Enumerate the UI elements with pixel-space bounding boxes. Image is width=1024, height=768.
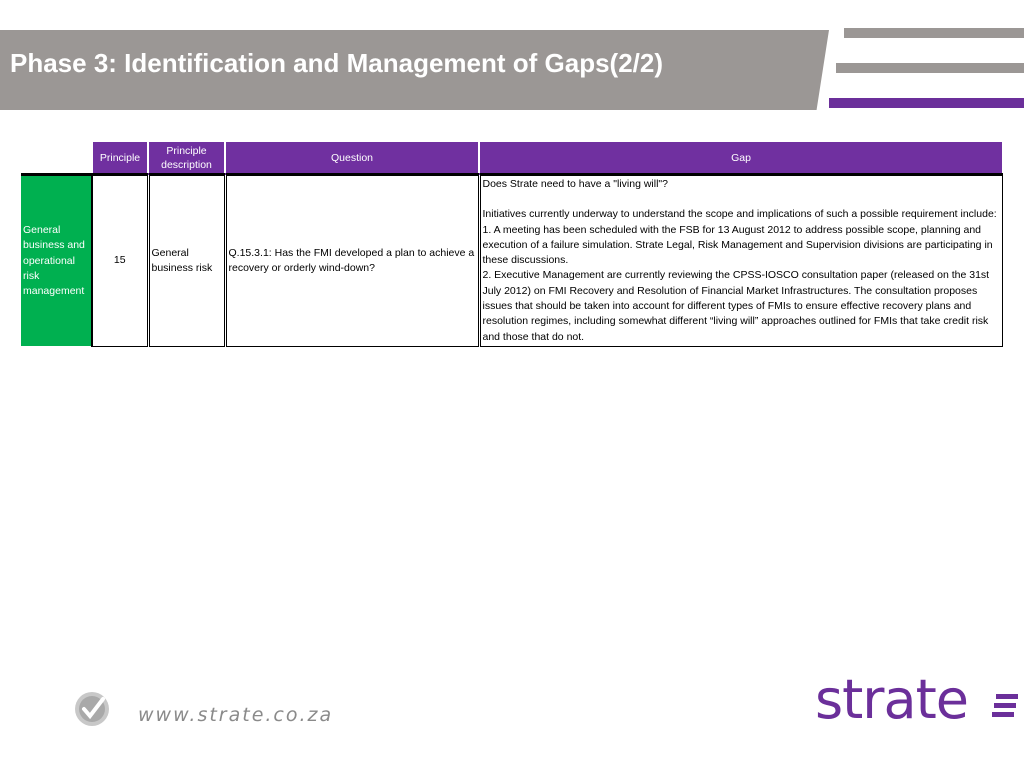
- category-cell: General business and operational risk management: [21, 175, 92, 347]
- gap-initiatives-intro: Initiatives currently underway to understand the scope and implications of such a possible requirement include:: [482, 208, 997, 221]
- gap-blank-line: [483, 192, 1000, 207]
- gap-item-1: 1. A meeting has been scheduled with the FSB for 13 August 2012 to address possible scope, planning and execution of a failure simulation. Strate Legal, Risk Management and Supervision divisions are participating in these discussions.: [482, 223, 993, 267]
- principle-number-cell: 15: [92, 175, 148, 347]
- gap-question: Does Strate need to have a "living will"?: [482, 178, 668, 190]
- principle-description-cell: General business risk: [148, 175, 225, 347]
- gap-cell: [479, 175, 1002, 347]
- certification-seal-icon: [70, 688, 114, 728]
- decor-stripe-middle: [836, 63, 1024, 73]
- header-spacer: [21, 142, 92, 175]
- column-header-principle-description: Principle description: [148, 142, 225, 175]
- column-header-principle: Principle: [92, 142, 148, 175]
- gaps-table: [21, 142, 1003, 347]
- logo-bars-icon: [992, 690, 1020, 720]
- table-row: [21, 175, 1002, 347]
- question-cell: Q.15.3.1: Has the FMI developed a plan to achieve a recovery or orderly wind-down?: [225, 175, 479, 347]
- strate-logo: strate: [815, 668, 968, 731]
- gap-item-2: 2. Executive Management are currently reviewing the CPSS-IOSCO consultation paper (released on the 31st July 2012) on FMI Recovery and Resolution of Financial Market Infrastructures. The consultation proposes issues that should be taken into account for different types of FMIs to ensure effective recovery plans and resolution regimes, including somewhat different “living will” approaches outlined for FMIs that take credit risk and those that do not.: [482, 269, 990, 343]
- decor-stripe-top: [844, 28, 1024, 38]
- page-title: Phase 3: Identification and Management of Gaps(2/2): [10, 48, 664, 78]
- footer-url: www.strate.co.za: [138, 704, 334, 726]
- table-header-row: [21, 142, 1002, 175]
- column-header-question: Question: [225, 142, 479, 175]
- decor-stripe-bottom: [829, 98, 1024, 108]
- column-header-gap: Gap: [479, 142, 1002, 175]
